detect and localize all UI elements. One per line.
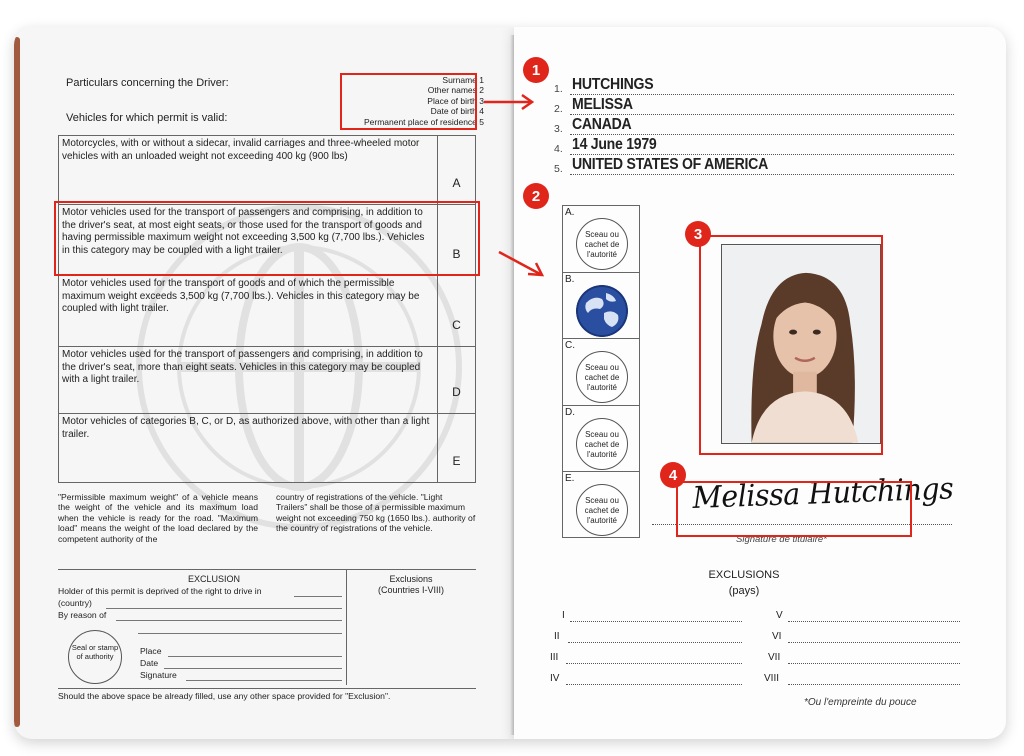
stamp-letter: E. <box>565 473 575 485</box>
category-row-d <box>58 346 476 414</box>
category-row-a <box>58 135 476 205</box>
left-page <box>14 27 514 739</box>
dotted-line <box>788 684 960 685</box>
stamp-cell-d <box>563 406 639 473</box>
category-letter: C <box>437 276 475 346</box>
reason-label: By reason of <box>58 610 107 620</box>
reason-line-2 <box>138 633 342 634</box>
field-value: UNITED STATES OF AMERICA <box>572 156 769 173</box>
roman-numeral: VII <box>768 652 781 663</box>
ref-residence: Permanent place of residence 5 <box>363 116 484 127</box>
step-badge-3: 3 <box>685 221 711 247</box>
roman-numeral: I <box>562 610 565 621</box>
step-badge-2: 2 <box>523 183 549 209</box>
field-date-of-birth <box>554 135 954 155</box>
country-label: (country) <box>58 598 92 608</box>
arrow-right-icon <box>482 92 540 112</box>
roman-numeral: VI <box>772 631 782 642</box>
field-value: MELISSA <box>572 96 633 113</box>
stamp-cell-c <box>563 339 639 406</box>
field-number: 1. <box>554 83 563 95</box>
category-letter: B <box>437 205 475 275</box>
seal-placeholder: Sceau ou cachet de l'autorité <box>576 351 628 403</box>
step-badge-4: 4 <box>660 462 686 488</box>
category-row-e <box>58 413 476 483</box>
arrow-right-icon <box>496 248 548 282</box>
exclusions-header <box>704 567 784 599</box>
particulars-label: Particulars concerning the Driver: <box>66 77 229 89</box>
booklet-edge <box>14 37 20 727</box>
signature-line-left <box>186 680 342 681</box>
seal-placeholder: Seal or stamp of authority <box>68 630 122 684</box>
signature-label: Signature de titulaire* <box>736 534 827 545</box>
exclusions-title: EXCLUSIONS <box>708 569 780 581</box>
ref-place-of-birth: Place of birth 3 <box>427 95 484 106</box>
field-number: 3. <box>554 123 563 135</box>
field-surname <box>554 75 954 95</box>
country-line <box>106 608 342 609</box>
seal-placeholder: Sceau ou cachet de l'autorité <box>576 218 628 270</box>
category-row-c <box>58 275 476 347</box>
field-number: 5. <box>554 163 563 175</box>
field-number: 2. <box>554 103 563 115</box>
field-number: 4. <box>554 143 563 155</box>
field-value: 14 June 1979 <box>572 136 657 153</box>
exclusion-section <box>58 569 476 709</box>
category-description: Motor vehicles used for the transport of goods and of which the permissible maximum weight exceeds 3,500 kg (7,700 lbs.). Vehicles in this category may be coupled with light trailer. <box>62 278 420 314</box>
highlight-signature <box>676 481 912 537</box>
globe-stamp-icon <box>576 285 628 337</box>
exclusion-countries-header <box>378 574 444 596</box>
place-line <box>168 656 342 657</box>
category-description: Motor vehicles used for the transport of passengers and comprising, in addition to the driver's seat, more than eight seats. Vehicles in this category may be coupled with a light trailer. <box>62 349 423 385</box>
category-description: Motor vehicles of categories B, C, or D, as authorized above, with other than a light trailer. <box>62 416 430 440</box>
ref-surname: Surname 1 <box>442 75 484 85</box>
holder-signature: Melissa Hutchings <box>692 471 954 516</box>
exclusions-sub: (pays) <box>728 585 760 597</box>
category-stamp-column <box>562 205 640 538</box>
field-place-of-birth <box>554 115 954 135</box>
divider <box>346 570 347 685</box>
dotted-line <box>570 174 954 175</box>
dotted-line <box>568 642 742 643</box>
dotted-line <box>566 663 742 664</box>
field-value: CANADA <box>572 116 632 133</box>
roman-numeral: IV <box>550 673 560 684</box>
stamp-cell-e <box>563 472 639 539</box>
category-letter: D <box>437 347 475 413</box>
signature-label-left: Signature <box>140 670 177 680</box>
stamp-cell-b <box>563 273 639 340</box>
category-letter: E <box>437 414 475 482</box>
holder-text: Holder of this permit is deprived of the right to drive in <box>58 586 262 596</box>
exclusion-footer: Should the above space be already filled, use any other space provided for "Exclusion". <box>58 688 476 702</box>
stamp-letter: B. <box>565 273 575 285</box>
countries-title: Exclusions <box>389 574 433 584</box>
thumbprint-footnote: *Ou l'empreinte du pouce <box>804 697 917 708</box>
category-description: Motorcycles, with or without a sidecar, invalid carriages and three-wheeled motor vehicles with an unloaded weight not exceeding 400 kg (900 lbs) <box>62 138 420 162</box>
roman-numeral: VIII <box>764 673 780 684</box>
highlight-field-refs <box>340 73 477 130</box>
seal-placeholder: Sceau ou cachet de l'autorité <box>576 484 628 536</box>
roman-numeral: II <box>554 631 560 642</box>
ref-other-names: Other names 2 <box>427 85 484 96</box>
roman-numeral: III <box>550 652 559 663</box>
highlight-photo <box>699 235 883 455</box>
reason-line <box>116 620 342 621</box>
exclusion-title: EXCLUSION <box>188 574 241 584</box>
stamp-cell-a <box>563 206 639 273</box>
field-other-names <box>554 95 954 115</box>
dotted-line <box>788 663 960 664</box>
stamp-letter: C. <box>565 340 575 352</box>
category-description: Motor vehicles used for the transport of passengers and comprising, in addition to the driver's seat, at most eight seats, or those used for the transport of goods and having permissible maximum weight not exceeding 3,500 kg (7,700 lbs.). Vehicles in this category may be coupled with a light trailer. <box>62 207 425 256</box>
dotted-line <box>788 621 960 622</box>
field-value: HUTCHINGS <box>572 76 654 93</box>
seal-placeholder: Sceau ou cachet de l'autorité <box>576 418 628 470</box>
vehicles-label: Vehicles for which permit is valid: <box>66 112 228 124</box>
weight-notes-right: country of registrations of the vehicle. "Light Trailers" shall be those of a permissible maximum weight not exceeding 750 kg (1650 lbs.). authority of the country of registrations of the vehicle. <box>276 492 476 534</box>
countries-sub: (Countries I-VIII) <box>378 585 445 595</box>
step-badge-1: 1 <box>523 57 549 83</box>
category-letter: A <box>437 136 475 204</box>
holder-line <box>294 596 342 597</box>
date-line <box>164 668 342 669</box>
highlight-category-b <box>54 201 480 276</box>
place-label: Place <box>140 646 162 656</box>
dotted-line <box>570 621 742 622</box>
ref-date-of-birth: Date of birth 4 <box>430 106 484 117</box>
weight-notes-left: "Permissible maximum weight" of a vehicle means the weight of the vehicle and its maximum load when the vehicle is ready for the road. "Maximum load" means the weight of the load declared by the competent authority of the <box>58 492 258 544</box>
stamp-letter: D. <box>565 406 575 418</box>
roman-numeral: V <box>776 610 783 621</box>
stamp-letter: A. <box>565 207 575 218</box>
date-label: Date <box>140 658 159 668</box>
dotted-line <box>788 642 960 643</box>
field-residence <box>554 155 954 175</box>
dotted-line <box>566 684 742 685</box>
